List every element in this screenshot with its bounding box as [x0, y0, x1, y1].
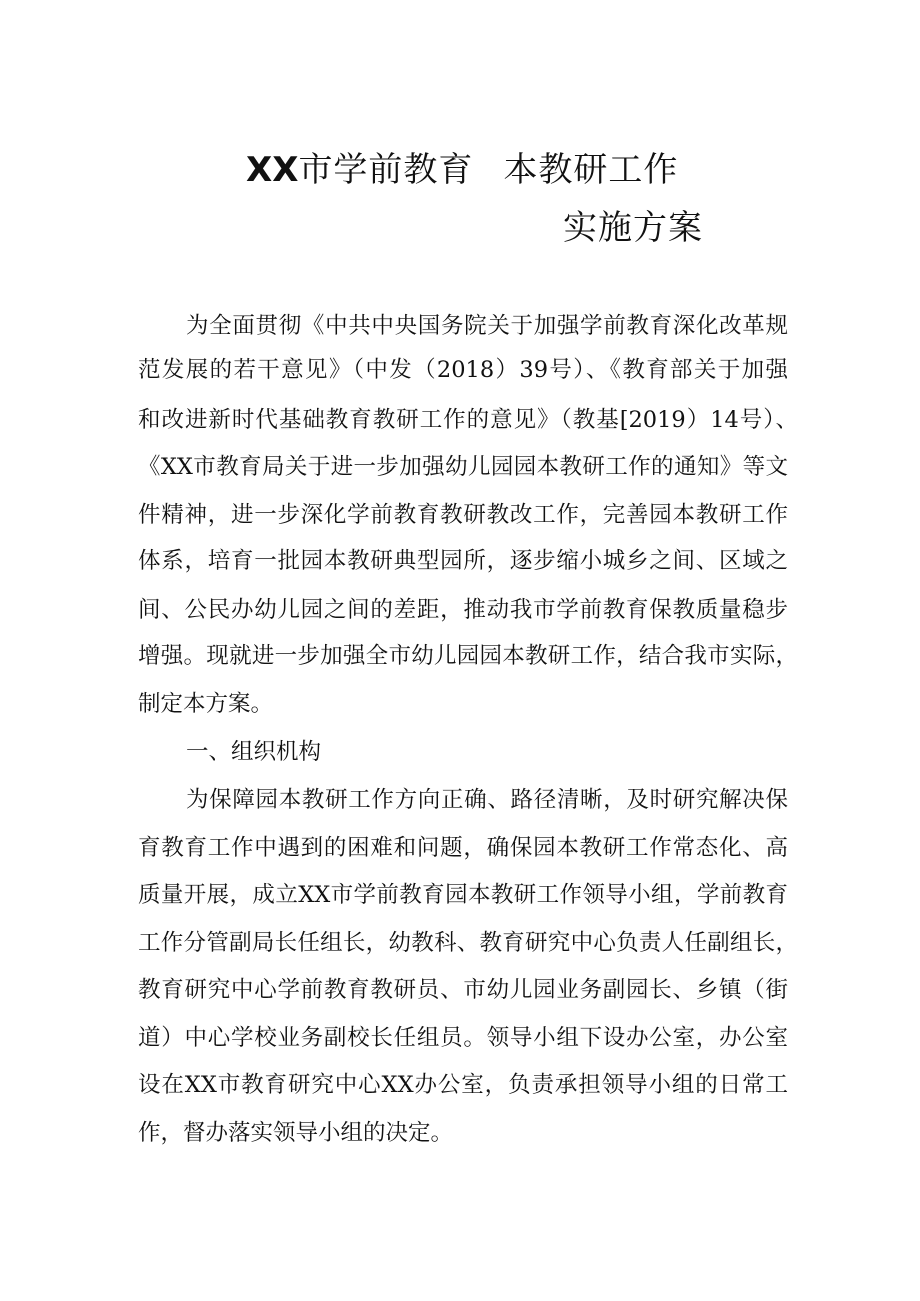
paragraph1-line: 间、公民办幼儿园之间的差距，推动我市学前教育保教质量稳步 — [138, 597, 788, 623]
paragraph1-line: 体系，培育一批园本教研典型园所，逐步缩小城乡之间、区域之 — [138, 548, 788, 574]
paragraph1-line: 为全面贯彻《中共中央国务院关于加强学前教育深化改革规 — [186, 313, 788, 339]
paragraph2-line: 质量开展，成立XX市学前教育园本教研工作领导小组，学前教育 — [138, 882, 788, 908]
paragraph2-line: 教育研究中心学前教育教研员、市幼儿园业务副园长、乡镇（街 — [138, 977, 788, 1003]
document-title-line2: 实施方案 — [563, 208, 703, 248]
paragraph2-line: 工作分管副局长任组长，幼教科、教育研究中心负责人任副组长， — [138, 930, 798, 956]
paragraph1-line: 增强。现就进一步加强全市幼儿园园本教研工作，结合我市实际， — [138, 643, 798, 669]
paragraph1-line: 和改进新时代基础教育教研工作的意见》（教基[2019）14号）、 — [138, 407, 798, 433]
title-part2: 本教研工作 — [503, 150, 679, 190]
document-title-line1 — [246, 142, 678, 191]
paragraph1-line: 范发展的若干意见》（中发（2018）39号）、《教育部关于加强 — [138, 357, 788, 383]
paragraph2-line: 道）中心学校业务副校长任组员。领导小组下设办公室，办公室 — [138, 1025, 788, 1051]
paragraph1-line: 《XX市教育局关于进一步加强幼儿园园本教研工作的通知》等文 — [138, 454, 788, 480]
paragraph1-line: 制定本方案。 — [138, 691, 274, 717]
paragraph2-line: 设在XX市教育研究中心XX办公室，负责承担领导小组的日常工 — [138, 1072, 788, 1098]
paragraph2-line: 为保障园本教研工作方向正确、路径清晰，及时研究解决保 — [186, 787, 788, 813]
paragraph2-line: 育教育工作中遇到的困难和问题，确保园本教研工作常态化、高 — [138, 835, 788, 861]
paragraph1-line: 件精神，进一步深化学前教育教研教改工作，完善园本教研工作 — [138, 502, 788, 528]
title-part1: 市学前教育 — [298, 150, 474, 190]
section1-heading: 一、组织机构 — [186, 739, 322, 765]
paragraph2-line: 作，督办落实领导小组的决定。 — [138, 1120, 454, 1146]
title-prefix: XX — [246, 150, 299, 190]
